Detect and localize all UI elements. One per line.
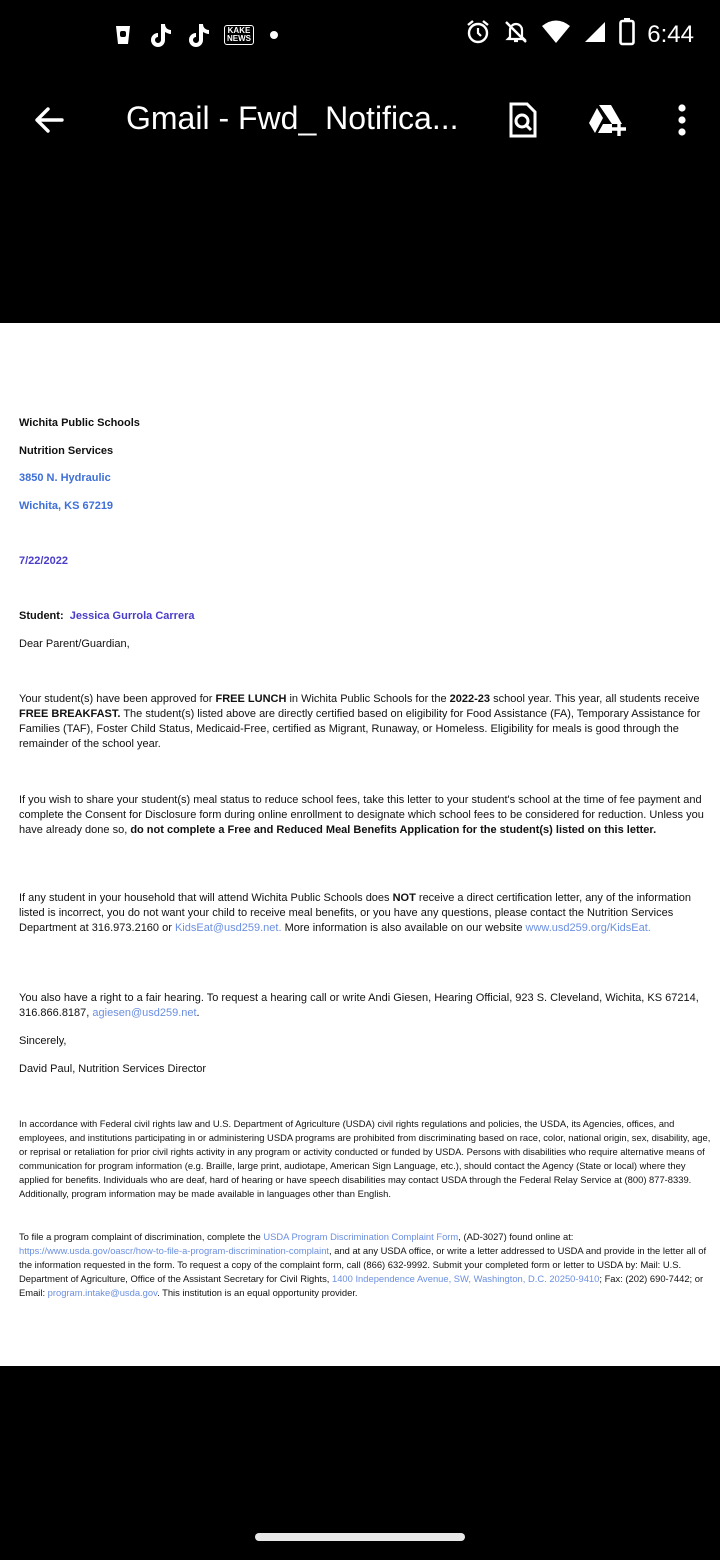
back-button[interactable] <box>30 100 70 140</box>
status-bar-system <box>465 18 694 51</box>
find-in-document-button[interactable] <box>503 100 543 140</box>
text: Your student(s) have been approved for <box>19 693 216 705</box>
news-badge-icon <box>224 20 254 50</box>
student-line <box>19 609 711 624</box>
letter-date: 7/22/2022 <box>19 555 68 567</box>
text: If you wish to share your student(s) meal status to reduce school fees, take this letter to your student's school at the time of fee payment and complete the Consent for Disclosure form during online enrollment to designate which school fees to be considered for reduction. Unless you have already done so, <box>19 794 704 836</box>
news-badge-text: KAKE NEWS <box>224 25 254 45</box>
signature: David Paul, Nutrition Services Director <box>19 1063 207 1075</box>
notification-dot-icon <box>270 31 278 39</box>
text: ; Fax: (202) 690-7442; or Email: <box>19 1273 704 1298</box>
closing: Sincerely, <box>19 1035 67 1047</box>
text: , and at any USDA office, or write a letter addressed to USDA and provide in the letter all of the information requested in the form. To request a copy of the complaint form, call (866) 632-9992. Submit your completed form or letter to USDA by: Mail: U.S. Department of Agriculture, Office of the Assistant Secretary for Civil Rights, <box>19 1245 707 1284</box>
text: in Wichita Public Schools for the <box>286 693 450 705</box>
paragraph-fees <box>19 793 711 838</box>
alarm-icon <box>465 19 491 50</box>
letter-org: Wichita Public Schools <box>19 417 140 429</box>
website-link[interactable]: www.usd259.org/KidsEat. <box>525 922 651 934</box>
text: The student(s) listed above are directly certified based on eligibility for Food Assistance (FA), Temporary Assistance for Families (TAF), Foster Child Status, Medicaid-Free, certified as Migrant, Runaway, or Homeless. Eligibility for meals is good through the remainder of the school year. <box>19 708 701 750</box>
signal-icon <box>583 20 607 49</box>
complaint-url-link[interactable]: https://www.usda.gov/oascr/how-to-file-a-program-discrimination-complaint <box>19 1245 330 1256</box>
viewer-toolbar <box>0 72 720 168</box>
text: . This institution is an equal opportunity provider. <box>157 1287 358 1298</box>
more-options-button[interactable] <box>662 100 702 140</box>
status-bar <box>0 0 720 72</box>
usda-address-link[interactable]: 1400 Independence Avenue, SW, Washington, D.C. 20250-9410 <box>331 1273 600 1284</box>
complaint-form-link[interactable]: USDA Program Discrimination Complaint Form <box>263 1231 459 1242</box>
student-label: Student: <box>19 610 64 622</box>
free-lunch-text: FREE LUNCH <box>215 693 287 705</box>
civil-rights-notice: In accordance with Federal civil rights law and U.S. Department of Agriculture (USDA) civil rights regulations and policies, the USDA, its Agencies, offices, and employees, and institutions participating in or administering USDA programs are prohibited from discriminating based on race, color, national origin, sex, disability, age, or reprisal or retaliation for prior civil rights activity in any program or activity conducted or funded by USDA. Persons with disabilities who require alternative means of communication for program information (e.g. Braille, large print, audiotape, American Sign Language, etc.), should contact the Agency (State or local) where they applied for benefits. Individuals who are deaf, hard of hearing or have speech disabilities may contact USDA through the Federal Relay Service at (800) 877-8339. Additionally, program information may be made available in languages other than English. <box>19 1118 711 1199</box>
add-to-drive-button[interactable] <box>586 100 626 140</box>
text: school year. This year, all students receive <box>490 693 700 705</box>
student-name: Jessica Gurrola Carrera <box>69 610 195 622</box>
salutation: Dear Parent/Guardian, <box>19 638 130 650</box>
cup-icon <box>110 20 136 50</box>
letter-address-line2: Wichita, KS 67219 <box>19 500 114 512</box>
document-page <box>0 323 720 1366</box>
text: , (AD-3027) found online at: <box>458 1231 574 1242</box>
status-time: 6:44 <box>647 20 694 48</box>
battery-icon <box>619 18 635 51</box>
free-breakfast-text: FREE BREAKFAST. <box>19 708 121 720</box>
letter-dept: Nutrition Services <box>19 445 114 457</box>
paragraph-approval <box>19 692 711 752</box>
back-arrow-icon <box>30 100 70 140</box>
more-vert-icon <box>662 100 702 140</box>
tiktok-icon <box>186 20 212 50</box>
text: You also have a right to a fair hearing. To request a hearing call or write Andi Giesen, Hearing Official, 923 S. Cleveland, Wichita, KS 67214, 316.866.8187, <box>19 992 699 1019</box>
letter-address-line1: 3850 N. Hydraulic <box>19 472 111 484</box>
text: receive a direct certification letter, any of the information listed is incorrect, you do not want your child to receive meal benefits, or you have any questions, please contact the Nutrition Services Department at 316.973.2160 or <box>19 892 691 934</box>
wifi-icon <box>541 19 571 50</box>
not-text: NOT <box>392 892 416 904</box>
search-document-icon <box>503 100 543 140</box>
add-to-drive-icon <box>586 100 628 140</box>
mute-icon <box>503 19 529 50</box>
home-indicator[interactable] <box>255 1533 465 1541</box>
text: To file a program complaint of discrimination, complete the <box>19 1231 264 1242</box>
kidseat-email-link[interactable]: KidsEat@usd259.net. <box>174 922 282 934</box>
usda-email-link[interactable]: program.intake@usda.gov <box>47 1287 158 1298</box>
hearing-email-link[interactable]: agiesen@usd259.net <box>92 1007 197 1019</box>
paragraph-hearing <box>19 991 711 1021</box>
warning-text: do not complete a Free and Reduced Meal Benefits Application for the student(s) listed on this letter. <box>130 824 657 836</box>
status-bar-notifications <box>110 20 278 50</box>
complaint-notice <box>19 1230 711 1300</box>
text: If any student in your household that will attend Wichita Public Schools does <box>19 892 393 904</box>
text: More information is also available on our website <box>281 922 526 934</box>
text: . <box>196 1007 200 1019</box>
tiktok-icon <box>148 20 174 50</box>
school-year-text: 2022-23 <box>449 693 491 705</box>
paragraph-contact <box>19 891 711 936</box>
document-title: Gmail - Fwd_ Notifica... <box>126 100 459 136</box>
